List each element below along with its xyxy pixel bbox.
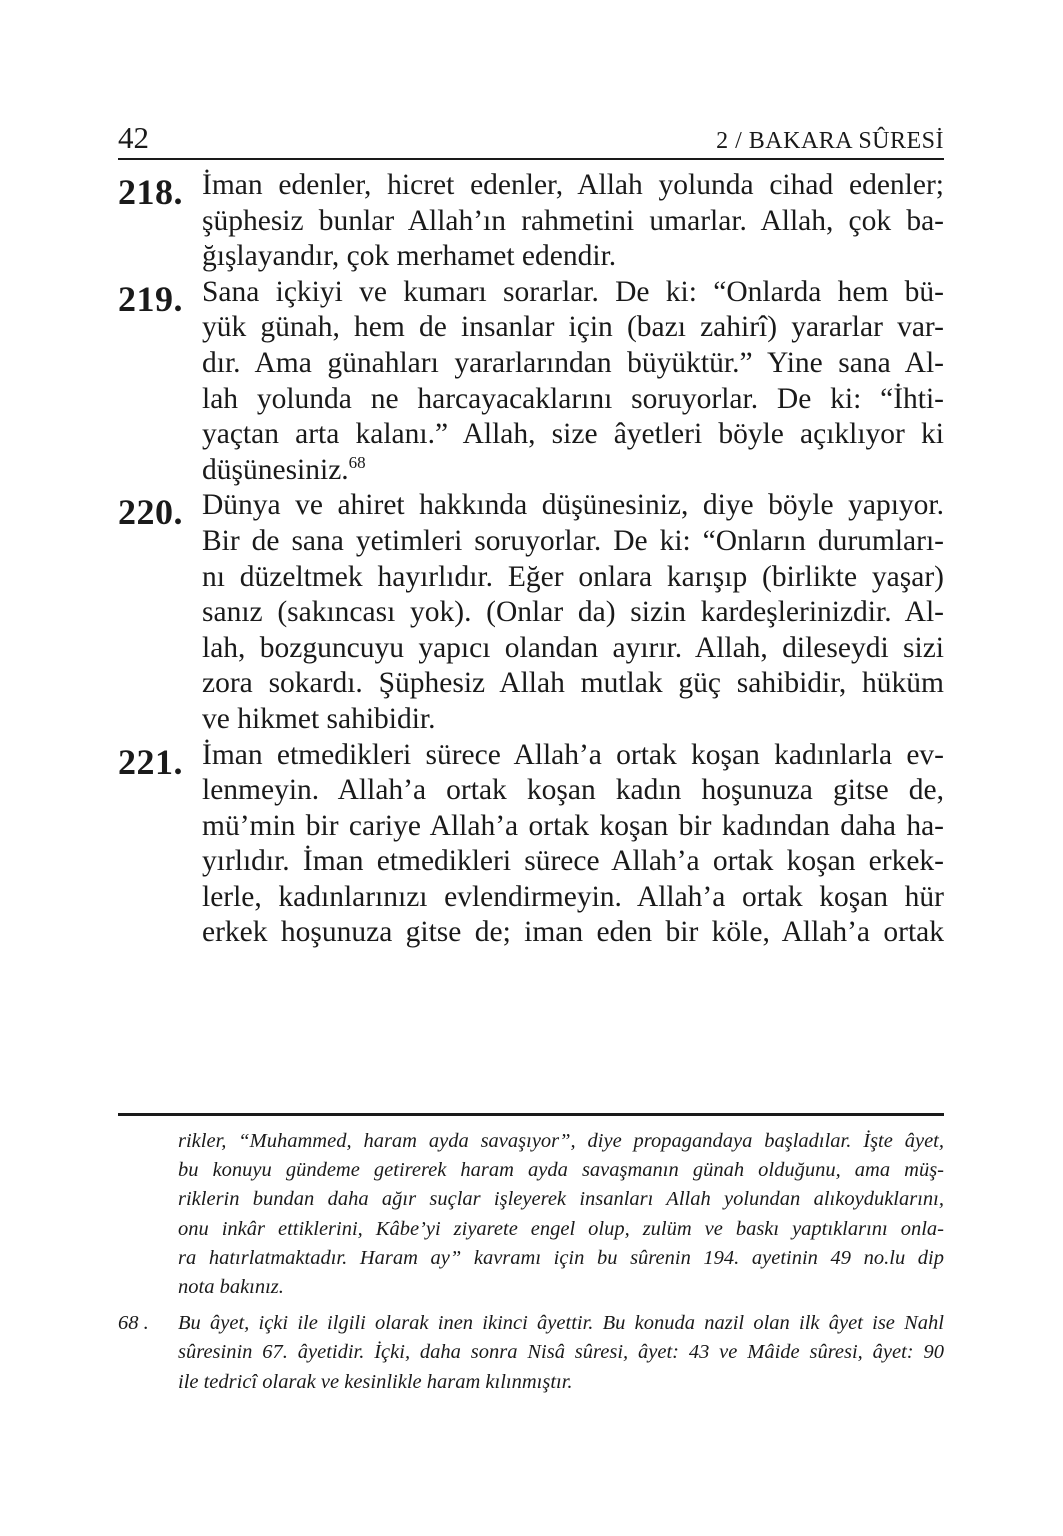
verse-line: lenmeyin. Allah’a ortak koşan kadın hoşunuza gitse de,	[202, 774, 944, 807]
verse-line: yaçtan arta kalanı.” Allah, size âyetleri böyle açıklıyor ki	[202, 418, 944, 451]
verse-line-with-footnote	[202, 453, 944, 489]
verse-220	[118, 488, 944, 737]
footnote-68	[118, 1309, 944, 1397]
verse-line: lah, bozguncuyu yapıcı olandan ayırır. Allah, dileseydi sizi	[202, 631, 944, 664]
footnote-continuation	[118, 1127, 944, 1302]
verse-line: nı düzeltmek hayırlıdır. Eğer onlara karışıp (birlikte yaşar)	[202, 560, 944, 593]
verse-line: lerle, kadınlarınızı evlendirmeyin. Allah’a ortak koşan hür	[202, 880, 944, 913]
verse-text	[202, 168, 944, 275]
footnote-text	[178, 1309, 944, 1397]
verse-line: ğışlayandır, çok merhamet edendir.	[202, 240, 617, 273]
footnotes	[118, 1127, 944, 1397]
verse-line: İman edenler, hicret edenler, Allah yolunda cihad edenler;	[202, 169, 944, 201]
verse-text	[202, 488, 944, 737]
verse-line: erkek hoşunuza gitse de; iman eden bir köle, Allah’a ortak	[202, 916, 944, 949]
verse-number: 220.	[118, 492, 183, 533]
verse-line: Dünya ve ahiret hakkında düşünesiniz, diye böyle yapıyor.	[202, 489, 944, 522]
verse-line: İman etmedikleri sürece Allah’a ortak koşan kadınlarla ev-	[202, 738, 944, 771]
verse-line-text: düşünesiniz.	[202, 453, 349, 486]
footnote-line: Bu âyet, içki ile ilgili olarak inen ikinci âyettir. Bu konuda nazil olan ilk âyet ise Nahl	[178, 1312, 944, 1335]
verse-line: ve hikmet sahibidir.	[202, 702, 436, 735]
verse-line: Bir de sana yetimleri soruyorlar. De ki: “Onların durumları-	[202, 524, 944, 557]
verse-line: yük günah, hem de insanlar için (bazı zahirî) yararlar var-	[202, 311, 944, 344]
footnote-reference[interactable]: 68	[348, 452, 366, 472]
verse-line: sanız (sakıncası yok). (Onlar da) sizin kardeşlerinizdir. Al-	[202, 596, 944, 629]
verse-line: şüphesiz bunlar Allah’ın rahmetini umarlar. Allah, çok ba-	[202, 204, 944, 237]
verse-text	[202, 275, 944, 489]
verse-list	[118, 168, 944, 951]
verse-number: 218.	[118, 172, 183, 212]
verse-line: yırlıdır. İman etmedikleri sürece Allah’a ortak koşan erkek-	[202, 845, 944, 878]
verse-line: dır. Ama günahları yararlarından büyüktür.” Yine sana Al-	[202, 346, 944, 379]
footnote-separator	[118, 1113, 944, 1116]
page-header	[118, 118, 944, 160]
footnote-number: 68 .	[118, 1312, 149, 1335]
verse-number: 221.	[118, 741, 183, 782]
verse-219	[118, 275, 944, 489]
verse-line: lah yolunda ne harcayacaklarını soruyorlar. De ki: “İhti-	[202, 382, 944, 415]
footnote-line: ra hatırlatmaktadır. Haram ay” kavramı için bu sûrenin 194. ayetinin 49 no.lu dip	[178, 1246, 944, 1269]
footnote-line: bu konuyu gündeme getirerek haram ayda savaşmanın günah olduğunu, ama müş-	[178, 1159, 944, 1182]
verse-text	[202, 738, 944, 952]
page-number: 42	[118, 120, 149, 155]
verse-number: 219.	[118, 278, 183, 319]
verse-line: zora sokardı. Şüphesiz Allah mutlak güç sahibidir, hüküm	[202, 667, 944, 700]
footnote-line: ile tedricî olarak ve kesinlikle haram kılınmıştır.	[178, 1370, 573, 1393]
footnote-line: nota bakınız.	[178, 1275, 284, 1298]
footnote-text	[178, 1127, 944, 1302]
verse-line: mü’min bir cariye Allah’a ortak koşan bir kadından daha ha-	[202, 809, 944, 842]
footnote-line: riklerin bundan daha ağır suçlar işleyerek insanları Allah yolundan alıkoyduklarını,	[178, 1188, 944, 1211]
verse-line: Sana içkiyi ve kumarı sorarlar. De ki: “Onlarda hem bü-	[202, 275, 944, 308]
verse-218	[118, 168, 944, 275]
footnote-line: onu inkâr ettiklerini, Kâbe’yi ziyarete engel olup, zulüm ve baskı yaptıklarını onla-	[178, 1217, 944, 1240]
footnote-line: sûresinin 67. âyetidir. İçki, daha sonra Nisâ sûresi, âyet: 43 ve Mâide sûresi, âyet: 90	[178, 1341, 944, 1364]
verse-221	[118, 738, 944, 952]
footnote-line: rikler, “Muhammed, haram ayda savaşıyor”, diye propagandaya başladılar. İşte âyet,	[178, 1130, 944, 1152]
running-title: 2 / BAKARA SÛRESİ	[716, 128, 944, 154]
footnote-gap	[118, 1302, 944, 1309]
